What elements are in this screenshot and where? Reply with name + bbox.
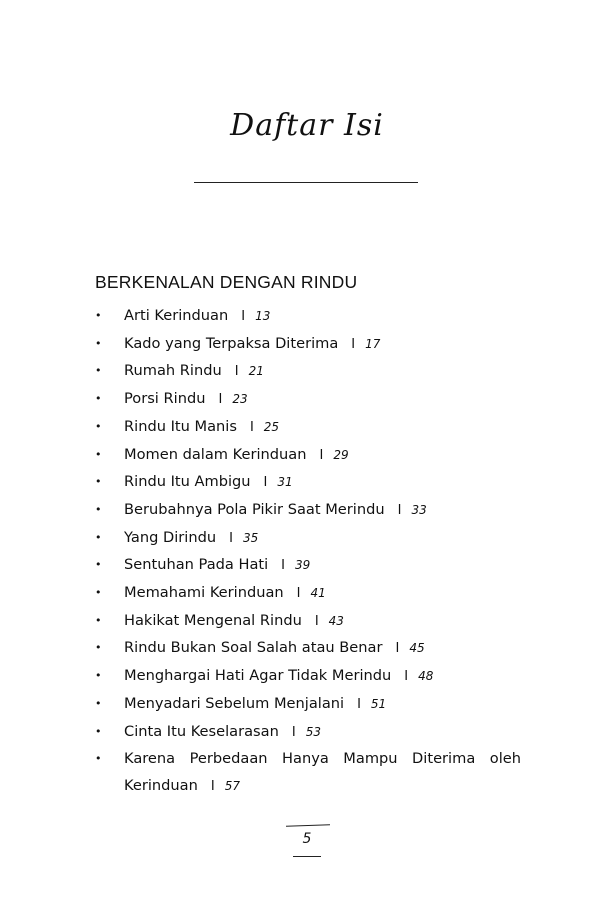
toc-entry-label: Kado yang Terpaksa Diterima [124,334,339,352]
toc-entry [95,691,521,719]
page-title: Daftar Isi [230,108,384,143]
toc-entry [95,608,521,636]
table-of-contents [95,303,521,801]
toc-separator: I [249,419,254,435]
toc-separator: I [357,696,361,712]
toc-page-number: 39 [295,558,311,573]
toc-entry [95,358,521,386]
toc-entry-label: Karena Perbedaan Hanya Mampu Diterima oleh Kerinduan [124,750,521,794]
toc-page-number: 43 [328,613,344,628]
toc-entry-label: Porsi Rindu [124,390,206,408]
toc-separator: I [404,669,409,685]
toc-page-number: 48 [418,669,434,684]
toc-entry [95,525,521,553]
toc-entry-label: Rindu Bukan Soal Salah atau Benar [124,639,383,657]
toc-entry-label: Berubahnya Pola Pikir Saat Merindu [124,500,385,518]
page-number: 5 [302,831,312,847]
toc-page-number: 51 [370,696,387,711]
toc-entry-label: Rindu Itu Manis [124,417,237,435]
toc-entry-label: Sentuhan Pada Hati [124,556,269,574]
toc-separator: I [263,475,268,491]
toc-entry [95,386,521,414]
toc-entry [95,746,521,800]
toc-entry-label: Arti Kerinduan [124,307,229,324]
toc-entry-label: Yang Dirindu [124,528,217,546]
toc-entry [95,663,521,691]
toc-page-number: 57 [224,778,240,793]
toc-separator: I [229,530,233,546]
toc-page-number: 17 [365,336,381,351]
toc-entry-label: Menghargai Hati Agar Tidak Merindu [124,667,392,685]
toc-entry-label: Cinta Itu Keselarasan [124,722,279,740]
toc-page-number: 53 [305,724,321,739]
toc-entry-label: Menyadari Sebelum Menjalani [124,694,345,712]
folio-rule-bottom [293,856,321,857]
toc-separator: I [281,558,286,574]
toc-entry-label: Rumah Rindu [124,362,222,380]
toc-separator: I [296,586,301,602]
folio-rule-top [286,824,330,827]
toc-entry [95,331,521,359]
toc-separator: I [314,613,319,629]
toc-page-number: 31 [277,475,293,490]
toc-entry [95,469,521,497]
toc-page-number: 13 [255,309,271,323]
toc-entry [95,303,521,331]
toc-entry-label: Rindu Itu Ambigu [124,473,251,491]
toc-separator: I [218,392,223,408]
toc-entry-label: Memahami Kerinduan [124,584,284,602]
toc-page-number: 21 [248,364,264,379]
title-divider [194,182,418,183]
toc-page-number: 29 [333,447,349,462]
toc-page-number: 41 [310,586,326,601]
toc-entry [95,580,521,608]
toc-separator: I [234,364,239,380]
toc-separator: I [351,336,356,352]
toc-entry [95,442,521,470]
toc-page-number: 33 [411,502,427,517]
toc-separator: I [397,502,402,518]
toc-entry [95,635,521,663]
toc-page-number: 45 [409,641,425,656]
toc-entry [95,552,521,580]
toc-entry-label: Hakikat Mengenal Rindu [124,611,302,629]
toc-separator: I [395,641,400,657]
toc-page-number: 25 [263,419,280,434]
toc-page-number: 23 [232,392,248,407]
toc-entry [95,719,521,747]
toc-page-number: 35 [242,530,259,545]
toc-separator: I [210,778,215,794]
toc-entry [95,497,521,525]
toc-separator: I [241,309,246,324]
toc-entry [95,414,521,442]
toc-separator: I [319,447,324,463]
toc-entry-label: Momen dalam Kerinduan [124,445,307,463]
section-heading: BERKENALAN DENGAN RINDU [95,272,358,292]
toc-separator: I [291,724,296,740]
